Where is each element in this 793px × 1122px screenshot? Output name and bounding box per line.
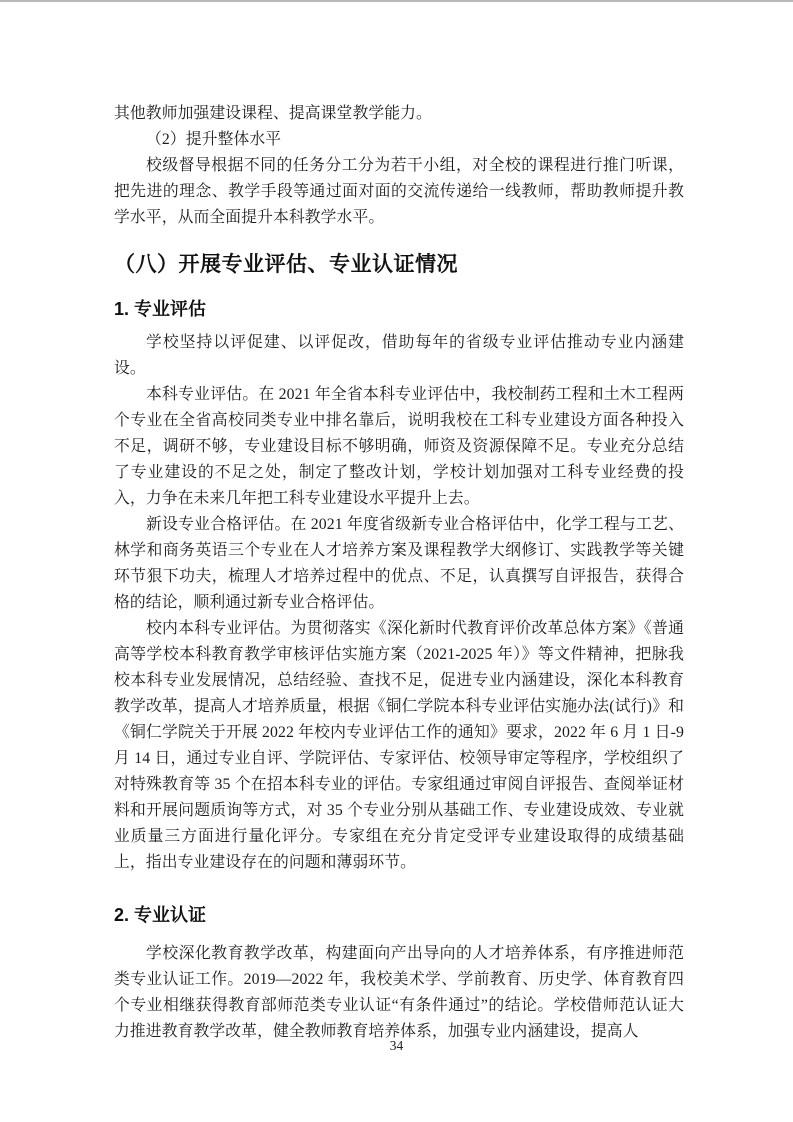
- paragraph-tail: 其他教师加强建设课程、提高课堂教学能力。: [114, 105, 432, 122]
- subsection-heading-1: 1. 专业评估: [114, 299, 207, 319]
- page-top-edge: [0, 0, 793, 2]
- paragraph-supervision: 校级督导根据不同的任务分工分为若干小组，对全校的课程进行推门听课，把先进的理念、教学手段等通过面对面的交流传递给一线教师，帮助教师提升教学水平，从而全面提升本科教学水平。: [114, 157, 684, 226]
- page-number: 34: [389, 1038, 404, 1053]
- subsection-heading-2: 2. 专业认证: [114, 905, 207, 925]
- paragraph-evaluation-intro: 学校坚持以评促建、以评促改，借助每年的省级专业评估推动专业内涵建设。: [114, 334, 684, 377]
- paragraph-new-major-evaluation: 新设专业合格评估。在 2021 年度省级新专业合格评估中，化学工程与工艺、林学和商务英语三个专业在人才培养方案及课程教学大纲修订、实践教学等关键环节狠下功夫，梳理人才培养过程中的优点、不足，认真撰写自评报告，获得合格的结论，顺利通过新专业合格评估。: [114, 516, 684, 611]
- paragraph-certification: 学校深化教育教学改革，构建面向产出导向的人才培养体系，有序推进师范类专业认证工作。2019—2022 年，我校美术学、学前教育、历史学、体育教育四个专业相继获得教育部师范类专业认证“有条件通过”的结论。学校借师范认证大力推进教育教学改革，健全教师教育培养体系，加强专业内涵建设，提高人: [114, 945, 684, 1040]
- page-content: [114, 101, 684, 1045]
- section-heading-8: （八）开展专业评估、专业认证情况: [114, 253, 458, 276]
- list-item-heading: （2）提升整体水平: [146, 131, 282, 148]
- paragraph-undergraduate-evaluation: 本科专业评估。在 2021 年全省本科专业评估中，我校制药工程和土木工程两个专业在全省高校同类专业中排名靠后，说明我校在工科专业建设方面各种投入不足，调研不够，专业建设目标不够明确，师资及资源保障不足。专业充分总结了专业建设的不足之处，制定了整改计划，学校计划加强对工科专业经费的投入，力争在未来几年把工科专业建设水平提升上去。: [114, 386, 684, 507]
- paragraph-internal-evaluation: 校内本科专业评估。为贯彻落实《深化新时代教育评价改革总体方案》《普通高等学校本科教育教学审核评估实施方案（2021-2025 年）》等文件精神，把脉我校本科专业发展情况，总结经验、查找不足，促进专业内涵建设，深化本科教育教学改革，提高人才培养质量，根据《铜仁学院本科专业评估实施办法(试行)》和《铜仁学院关于开展 2022 年校内专业评估工作的通知》要求，2022 年 6 月 1 日-9 月 14 日，通过专业自评、学院评估、专家评估、校领导审定等程序，学校组织了对特殊教育等 35 个在招本科专业的评估。专家组通过审阅自评报告、查阅举证材料和开展问题质询等方式，对 35 个专业分别从基础工作、专业建设成效、专业就业质量三方面进行量化评分。专家组在充分肯定受评专业建设取得的成绩基础上，指出专业建设存在的问题和薄弱环节。: [114, 620, 684, 871]
